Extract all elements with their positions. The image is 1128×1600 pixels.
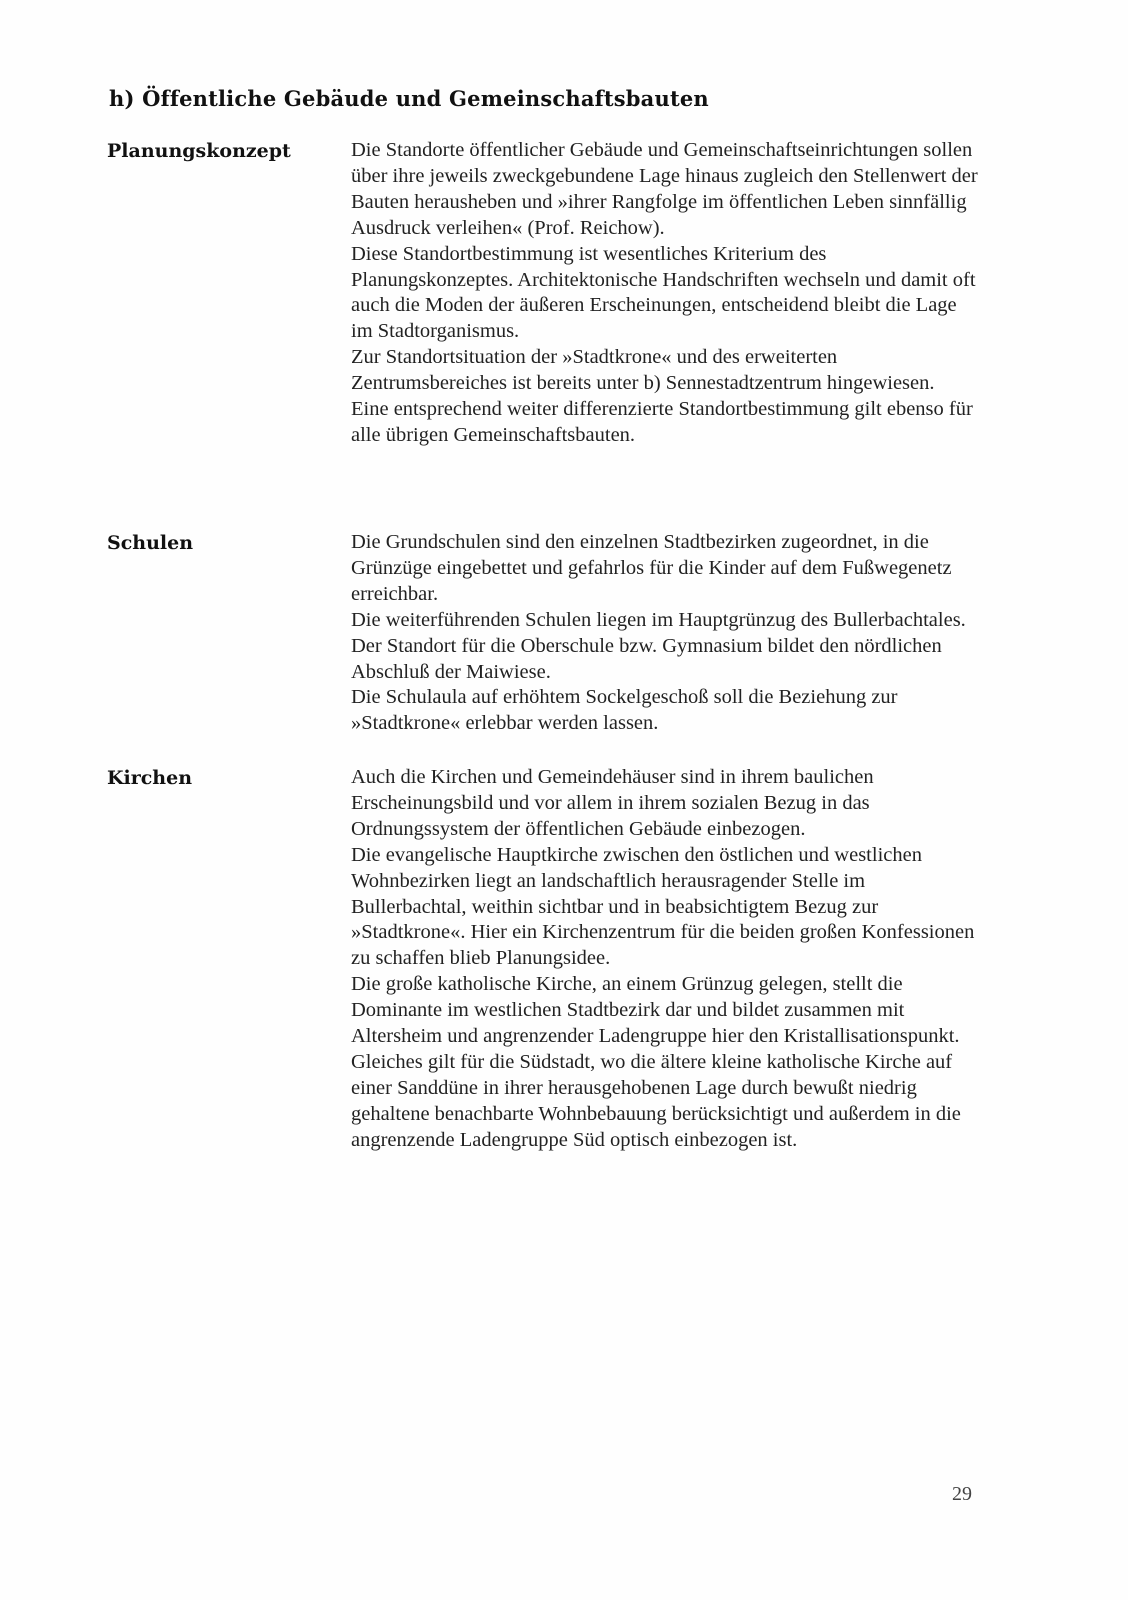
page-number: 29	[952, 1483, 972, 1505]
section-label: Kirchen	[107, 767, 193, 789]
section-body	[351, 530, 981, 737]
paragraph: Diese Standortbestimmung ist wesentliches Kriterium des Planungskonzeptes. Architektonische Handschriften wechseln und damit oft auch die Moden der äußeren Erscheinungen, entscheidend bleibt die Lage im Stadtorganismus.	[351, 242, 976, 343]
paragraph: Auch die Kirchen und Gemeindehäuser sind in ihrem baulichen Erscheinungsbild und vor allem in ihrem sozialen Bezug in das Ordnungssystem der öffentlichen Gebäude einbezogen.	[351, 766, 874, 840]
paragraph: Die Grundschulen sind den einzelnen Stadtbezirken zugeordnet, in die Grünzüge eingebettet und gefahrlos für die Kinder auf dem Fußwegenetz erreichbar.	[351, 531, 952, 605]
section-label: Schulen	[107, 532, 194, 554]
paragraph: Die evangelische Hauptkirche zwischen den östlichen und westlichen Wohnbezirken liegt an landschaftlich herausragender Stelle im Bullerbachtal, weithin sichtbar und in beabsichtigtem Bezug zur »Stadtkrone«. Hier ein Kirchenzentrum für die beiden großen Konfessionen zu schaffen blieb Planungsidee.	[351, 843, 975, 970]
paragraph: Eine entsprechend weiter differenzierte Standortbestimmung gilt ebenso für alle übrigen Gemeinschaftsbauten.	[351, 398, 973, 446]
paragraph: Zur Standortsituation der »Stadtkrone« und des erweiterten Zentrumsbereiches ist bereits unter b) Sennestadtzentrum hingewiesen.	[351, 346, 935, 395]
section-label: Planungskonzept	[107, 140, 291, 162]
page-heading: h) Öffentliche Gebäude und Gemeinschaftsbauten	[109, 86, 709, 111]
section-body	[351, 765, 981, 1154]
paragraph: Die Standorte öffentlicher Gebäude und Gemeinschaftseinrichtungen sollen über ihre jeweils zweckgebundene Lage hinaus zugleich den Stellenwert der Bauten herausheben und »ihrer Rangfolge im öffentlichen Leben sinnfällig Ausdruck verleihen« (Prof. Reichow).	[351, 139, 978, 239]
section-body	[351, 138, 981, 449]
paragraph: Die weiterführenden Schulen liegen im Hauptgrünzug des Bullerbachtales. Der Standort für die Oberschule bzw. Gymnasium bildet den nördlichen Abschluß der Maiwiese.	[351, 608, 966, 683]
paragraph: Die große katholische Kirche, an einem Grünzug gelegen, stellt die Dominante im westlichen Stadtbezirk dar und bildet zusammen mit Altersheim und angrenzender Ladengruppe hier den Kristallisationspunkt. Gleiches gilt für die Südstadt, wo die ältere kleine katholische Kirche auf einer Sanddüne in ihrer herausgehobenen Lage durch bewußt niedrig gehaltene benachbarte Wohnbebauung berücksichtigt und außerdem in die angrenzende Ladengruppe Süd optisch einbezogen ist.	[351, 973, 961, 1151]
paragraph: Die Schulaula auf erhöhtem Sockelgeschoß soll die Beziehung zur »Stadtkrone« erlebbar werden lassen.	[351, 686, 898, 735]
